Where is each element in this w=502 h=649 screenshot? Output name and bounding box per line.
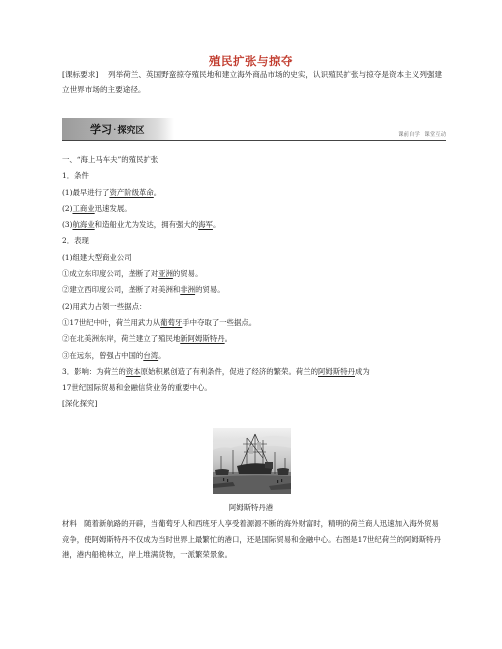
point-1b: ②建立西印度公司，垄断了对美洲和非洲的贸易。 bbox=[62, 285, 225, 295]
blank-answer: 葡萄牙 bbox=[160, 317, 183, 327]
blank-answer: 台湾 bbox=[143, 350, 159, 360]
banner-subtitle: 探究区 bbox=[117, 126, 145, 136]
banner-dot: · bbox=[113, 123, 117, 136]
point-2: (2)用武力占领一些据点： bbox=[62, 301, 147, 311]
content-body bbox=[62, 152, 446, 413]
blank-answer: 阿姆斯特丹 bbox=[318, 366, 355, 376]
blank-answer: 资产阶级革命 bbox=[109, 187, 154, 197]
requirement-tag: [课标要求] bbox=[62, 70, 99, 79]
blank-answer: 工商业 bbox=[72, 203, 95, 213]
blank-answer: 新阿姆斯特丹 bbox=[180, 334, 225, 344]
point-1: (1)组建大型商业公司 bbox=[62, 252, 132, 262]
deep-inquiry-label: [深化探究] bbox=[62, 399, 98, 409]
banner-rule bbox=[62, 140, 446, 141]
section-impact: 3．影响：为荷兰的资本原始积累创造了有利条件，促进了经济的繁荣。荷兰的阿姆斯特丹成为 bbox=[62, 366, 370, 376]
condition-2: (2)工商业迅速发展。 bbox=[62, 203, 132, 213]
section-performance: 2．表现 bbox=[62, 236, 89, 246]
curriculum-requirement bbox=[62, 68, 446, 97]
point-2b: ②在北美洲东岸，荷兰建立了殖民地新阿姆斯特丹。 bbox=[62, 334, 233, 344]
lesson-title: 殖民扩张与掠夺 bbox=[209, 54, 293, 68]
blank-answer: 资本 bbox=[125, 366, 141, 376]
figure-caption: 阿姆斯特丹港 bbox=[228, 503, 274, 512]
heading-1: 一、“海上马车夫”的殖民扩张 bbox=[62, 155, 159, 164]
section-impact-cont: 17世纪国际贸易和金融信贷业务的重要中心。 bbox=[62, 383, 212, 393]
condition-3: (3)航海业和造船业尤为发达，拥有强大的海军。 bbox=[62, 220, 221, 230]
condition-1: (1)最早进行了资产阶级革命。 bbox=[62, 187, 162, 197]
blank-answer: 亚洲 bbox=[158, 269, 173, 279]
point-1a: ①成立东印度公司，垄断了对亚洲的贸易。 bbox=[62, 269, 203, 279]
blank-answer: 非洲 bbox=[180, 285, 196, 295]
amsterdam-harbor-image bbox=[213, 428, 291, 494]
section-conditions: 1．条件 bbox=[62, 171, 89, 181]
point-2c: ③在远东，曾强占中国的台湾。 bbox=[62, 350, 166, 360]
blank-answer: 航海业 bbox=[72, 220, 95, 230]
requirement-text: 列举荷兰、英国野蛮掠夺殖民地和建立海外商品市场的史实，认识殖民扩张与掠夺是资本主义列强建立世界市场的主要途径。 bbox=[62, 70, 443, 94]
blank-answer: 海军 bbox=[198, 220, 213, 230]
point-2a: ①17世纪中叶，荷兰用武力从葡萄牙手中夺取了一些据点。 bbox=[62, 317, 257, 327]
section-banner bbox=[62, 117, 446, 143]
banner-title bbox=[90, 121, 145, 137]
banner-right-text: 课前自学 课堂互动 bbox=[398, 132, 446, 138]
material-paragraph: 材料 随着新航路的开辟，当葡萄牙人和西班牙人享受着源源不断的海外财富时，精明的荷兰商人迅速加入海外贸易竞争，使阿姆斯特丹不仅成为当时世界上最繁忙的港口，还是国际贸易和金融中心。右图是17世纪荷兰的阿姆斯特丹港，港内船桅林立，岸上堆满货物，一派繁荣景象。 bbox=[62, 519, 441, 559]
banner-title-main: 学习 bbox=[90, 123, 112, 136]
